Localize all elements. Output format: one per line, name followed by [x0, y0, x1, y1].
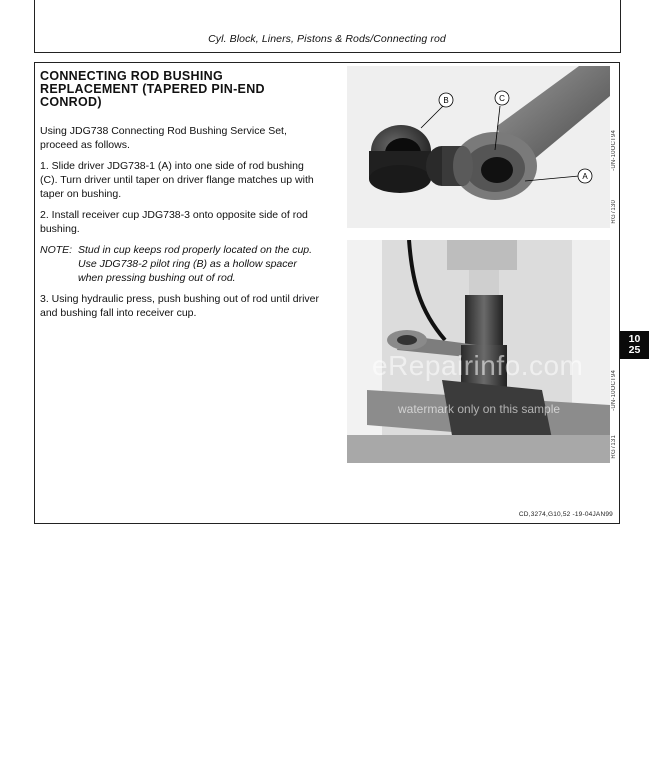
callout-c: C	[499, 94, 505, 103]
title-line-3: CONROD)	[40, 95, 102, 109]
figure-driver-and-rod-drawing	[347, 66, 610, 228]
title-line-1: CONNECTING ROD BUSHING	[40, 69, 223, 83]
step-3: 3. Using hydraulic press, push bushing out of rod until driver and bushing fall into receiver cup.	[40, 293, 319, 319]
tab-line-2: 25	[628, 344, 641, 356]
title-line-2: REPLACEMENT (TAPERED PIN-END	[40, 82, 265, 96]
note-block	[40, 243, 320, 285]
step-2: 2. Install receiver cup JDG738-3 onto opposite side of rod bushing.	[40, 209, 308, 235]
section-tab	[620, 331, 649, 359]
procedure-title	[40, 70, 330, 109]
header-rule	[34, 52, 621, 53]
watermark-logo: eRepairinfo.com	[372, 350, 584, 381]
intro-text: Using JDG738 Connecting Rod Bushing Service Set, proceed as follows.	[40, 125, 287, 151]
frame-right-line	[620, 0, 621, 52]
step-1: 1. Slide driver JDG738-1 (A) into one side of rod bushing (C). Turn driver until taper on driver flange matches up with taper on bushing.	[40, 160, 314, 200]
section-header: Cyl. Block, Liners, Pistons & Rods/Connecting rod	[208, 33, 446, 45]
tab-line-1: 10	[628, 333, 641, 345]
figure-bottom-code-a: -UN-10OCT94	[611, 370, 617, 411]
procedure-body	[40, 124, 320, 327]
watermark-caption: watermark only on this sample	[398, 402, 561, 416]
figure-driver-and-rod	[347, 66, 610, 228]
document-code: CD,3274,G10,52 -19-04JAN99	[518, 511, 613, 518]
figure-top-code-b: RG7130	[611, 200, 617, 224]
note-text: Stud in cup keeps rod properly located on the cup. Use JDG738-2 pilot ring (B) as a hollow spacer when pressing bushing out of rod.	[78, 244, 313, 284]
figure-top-code-a: -UN-10OCT94	[611, 130, 617, 171]
note-label: NOTE:	[40, 244, 73, 256]
figure-bottom-code-b: RG7131	[611, 435, 617, 459]
callout-b: B	[443, 96, 449, 105]
callout-a: A	[582, 172, 588, 181]
